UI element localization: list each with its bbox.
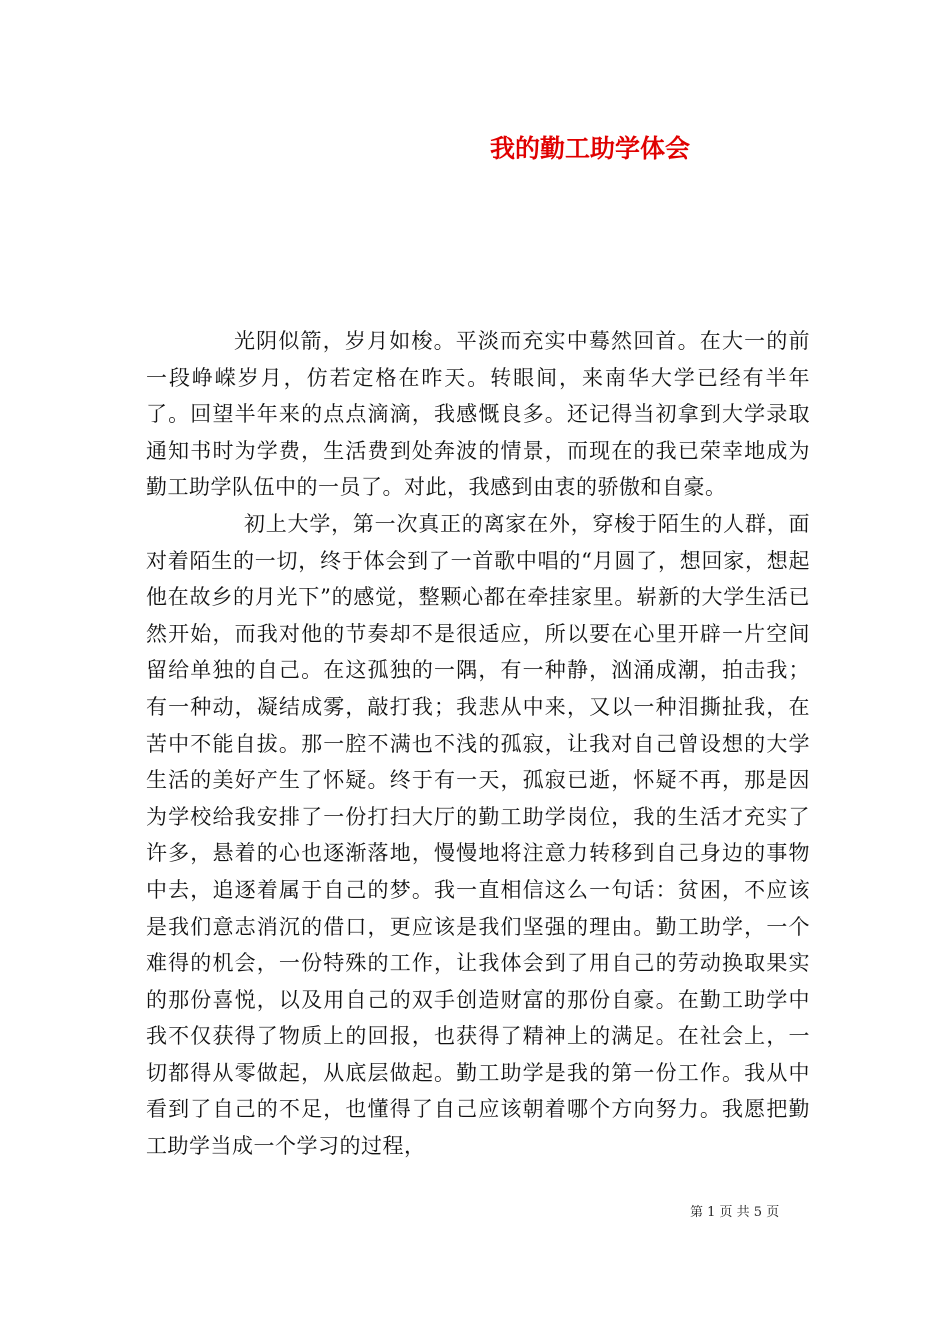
page-number-footer: 第 1 页 共 5 页 — [690, 1205, 780, 1220]
document-body — [146, 323, 810, 1165]
paragraph-1: 光阴似箭，岁月如梭。平淡而充实中蓦然回首。在大一的前一段峥嵘岁月，仿若定格在昨天。转眼间，来南华大学已经有半年了。回望半年来的点点滴滴，我感慨良多。还记得当初拿到大学录取通知书时为学费，生活费到处奔波的情景，而现在的我已荣幸地成为勤工助学队伍中的一员了。对此，我感到由衷的骄傲和自豪。 — [146, 329, 810, 500]
paragraph-2: 初上大学，第一次真正的离家在外，穿梭于陌生的人群，面对着陌生的一切，终于体会到了一首歌中唱的“月圆了，想回家，想起他在故乡的月光下”的感觉，整颗心都在牵挂家里。崭新的大学生活已然开始，而我对他的节奏却不是很适应，所以要在心里开辟一片空间留给单独的自己。在这孤独的一隅，有一种静，汹涌成潮，拍击我；有一种动，凝结成雾，敲打我；我悲从中来，又以一种泪撕扯我，在苦中不能自拔。那一腔不满也不浅的孤寂，让我对自己曾设想的大学生活的美好产生了怀疑。终于有一天，孤寂已逝，怀疑不再，那是因为学校给我安排了一份打扫大厅的勤工助学岗位，我的生活才充实了许多，悬着的心也逐渐落地，慢慢地将注意力转移到自己身边的事物中去，追逐着属于自己的梦。我一直相信这么一句话：贫困，不应该是我们意志消沉的借口，更应该是我们坚强的理由。勤工助学，一个难得的机会，一份特殊的工作，让我体会到了用自己的劳动换取果实的那份喜悦，以及用自己的双手创造财富的那份自豪。在勤工助学中我不仅获得了物质上的回报，也获得了精神上的满足。在社会上，一切都得从零做起，从底层做起。勤工助学是我的第一份工作。我从中看到了自己的不足，也懂得了自己应该朝着哪个方向努力。我愿把勤工助学当成一个学习的过程， — [146, 511, 810, 1159]
document-title: 我的勤工助学体会 — [489, 134, 690, 163]
